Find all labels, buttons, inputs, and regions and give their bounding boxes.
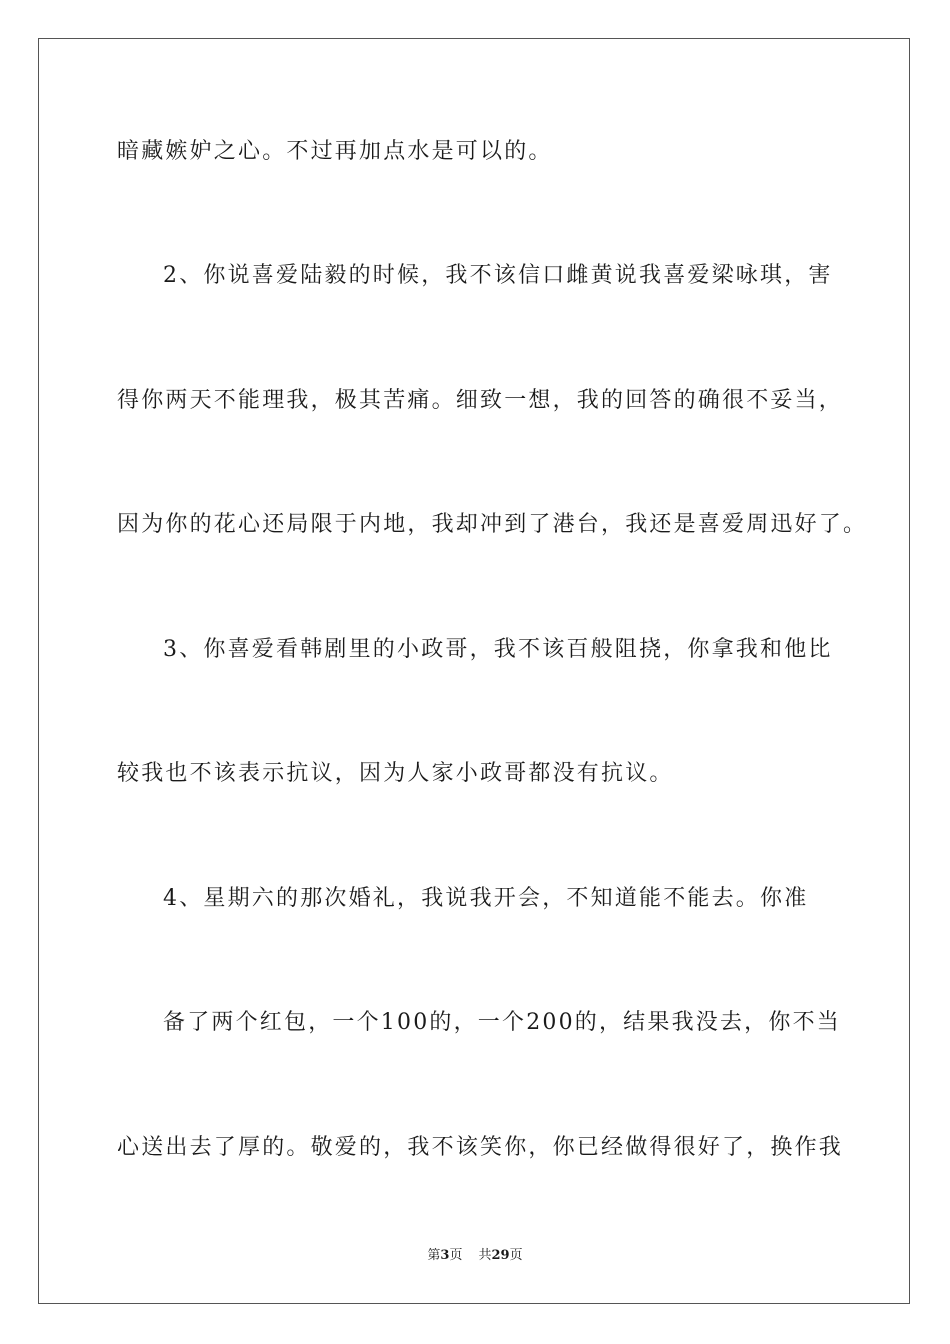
paragraph-line: 因为你的花心还局限于内地，我却冲到了港台，我还是喜爱周迅好了。 [117, 512, 868, 537]
page-prefix: 第 [427, 1248, 441, 1263]
current-page-number: 3 [440, 1248, 450, 1263]
page-footer [0, 1246, 950, 1266]
paragraph-line: 暗藏嫉妒之心。不过再加点水是可以的。 [117, 139, 553, 164]
page-border [38, 38, 910, 1304]
total-prefix: 共 [478, 1248, 492, 1263]
total-suffix: 页 [509, 1248, 523, 1263]
paragraph-line: 得你两天不能理我，极其苦痛。细致一想，我的回答的确很不妥当， [117, 388, 844, 413]
paragraph-line: 心送出去了厚的。敬爱的，我不该笑你，你已经做得很好了，换作我 [117, 1135, 844, 1160]
page-suffix: 页 [449, 1248, 463, 1263]
paragraph-line: 备了两个红包，一个100的，一个200的，结果我没去，你不当 [163, 1010, 841, 1035]
total-pages-number: 29 [491, 1248, 510, 1263]
paragraph-line: 4、星期六的那次婚礼，我说我开会，不知道能不能去。你准 [163, 886, 809, 911]
paragraph-line: 3、你喜爱看韩剧里的小政哥，我不该百般阻挠，你拿我和他比 [163, 637, 833, 662]
paragraph-line: 较我也不该表示抗议，因为人家小政哥都没有抗议。 [117, 761, 674, 786]
paragraph-line: 2、你说喜爱陆毅的时候，我不该信口雌黄说我喜爱梁咏琪，害 [163, 263, 833, 288]
